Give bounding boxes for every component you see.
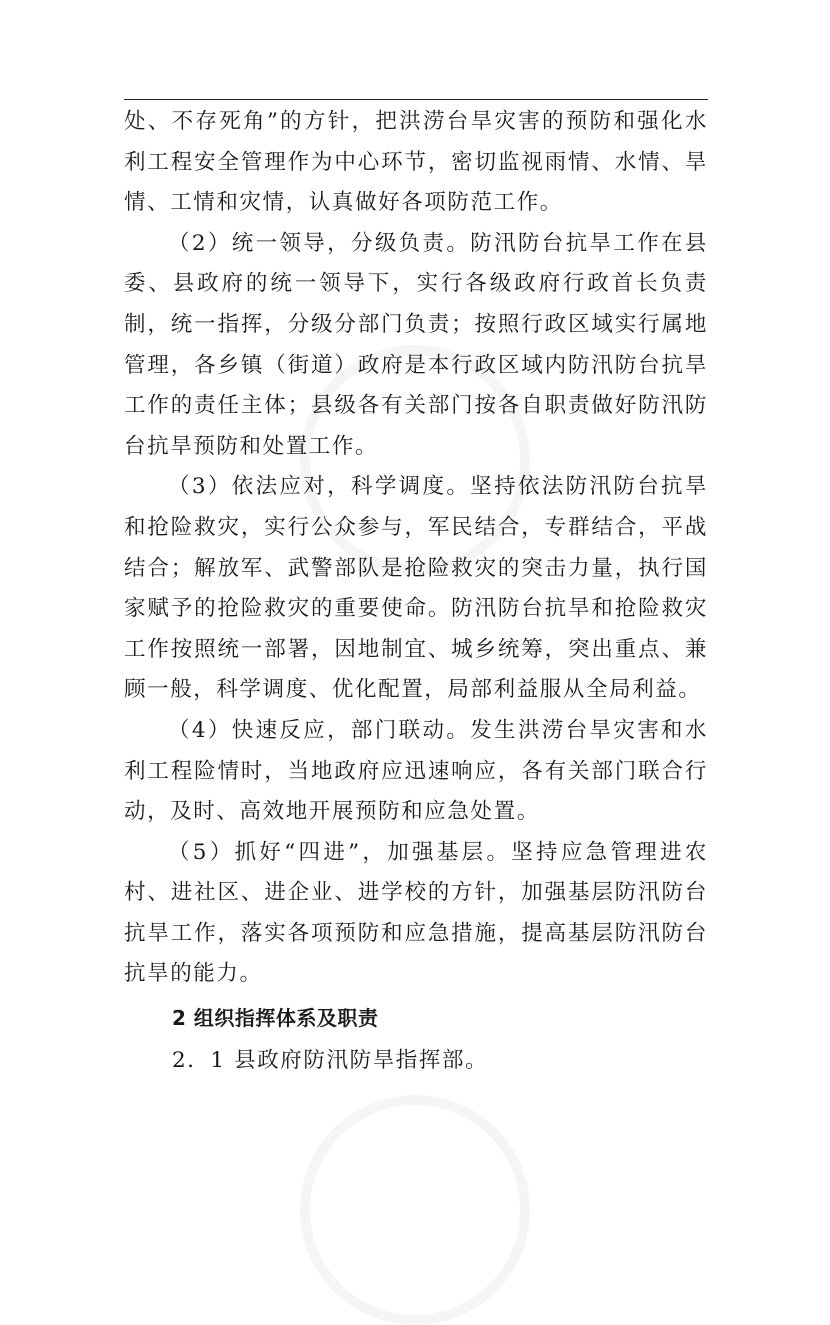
- header-rule: [124, 99, 708, 100]
- paragraph-principle-3: （3）依法应对，科学调度。坚持依法防汛防台抗旱和抢险救灾，实行公众参与，军民结合，专群结合，平战结合；解放军、武警部队是抢险救灾的突击力量，执行国家赋予的抢险救灾的重要使命。防汛防台抗旱和抢险救灾工作按照统一部署，因地制宜、城乡统筹，突出重点、兼顾一般，科学调度、优化配置，局部利益服从全局利益。: [124, 474, 708, 703]
- watermark-seal-bottom: [300, 1095, 530, 1325]
- paragraph-principle-2: （2）统一领导，分级负责。防汛防台抗旱工作在县委、县政府的统一领导下，实行各级政府行政首长负责制，统一指挥，分级分部门负责；按照行政区域实行属地管理，各乡镇（街道）政府是本行政区域内防汛防台抗旱工作的责任主体；县级各有关部门按各自职责做好防汛防台抗旱预防和处置工作。: [124, 230, 708, 459]
- paragraph-principle-5: （5）抓好“四进”，加强基层。坚持应急管理进农村、进社区、进企业、进学校的方针，加强基层防汛防台抗旱工作，落实各项预防和应急措施，提高基层防汛防台抗旱的能力。: [124, 839, 708, 987]
- sub-heading: 2．1 县政府防汛防旱指挥部。: [172, 1048, 489, 1074]
- paragraph-principle-4: （4）快速反应，部门联动。发生洪涝台旱灾害和水利工程险情时，当地政府应迅速响应，各有关部门联合行动，及时、高效地开展预防和应急处置。: [124, 717, 708, 825]
- section-heading: 2 组织指挥体系及职责: [172, 1006, 379, 1031]
- paragraph-continuation: 处、不存死角”的方针，把洪涝台旱灾害的预防和强化水利工程安全管理作为中心环节，密切监视雨情、水情、旱情、工情和灾情，认真做好各项防范工作。: [124, 109, 708, 216]
- document-body: [124, 102, 708, 1081]
